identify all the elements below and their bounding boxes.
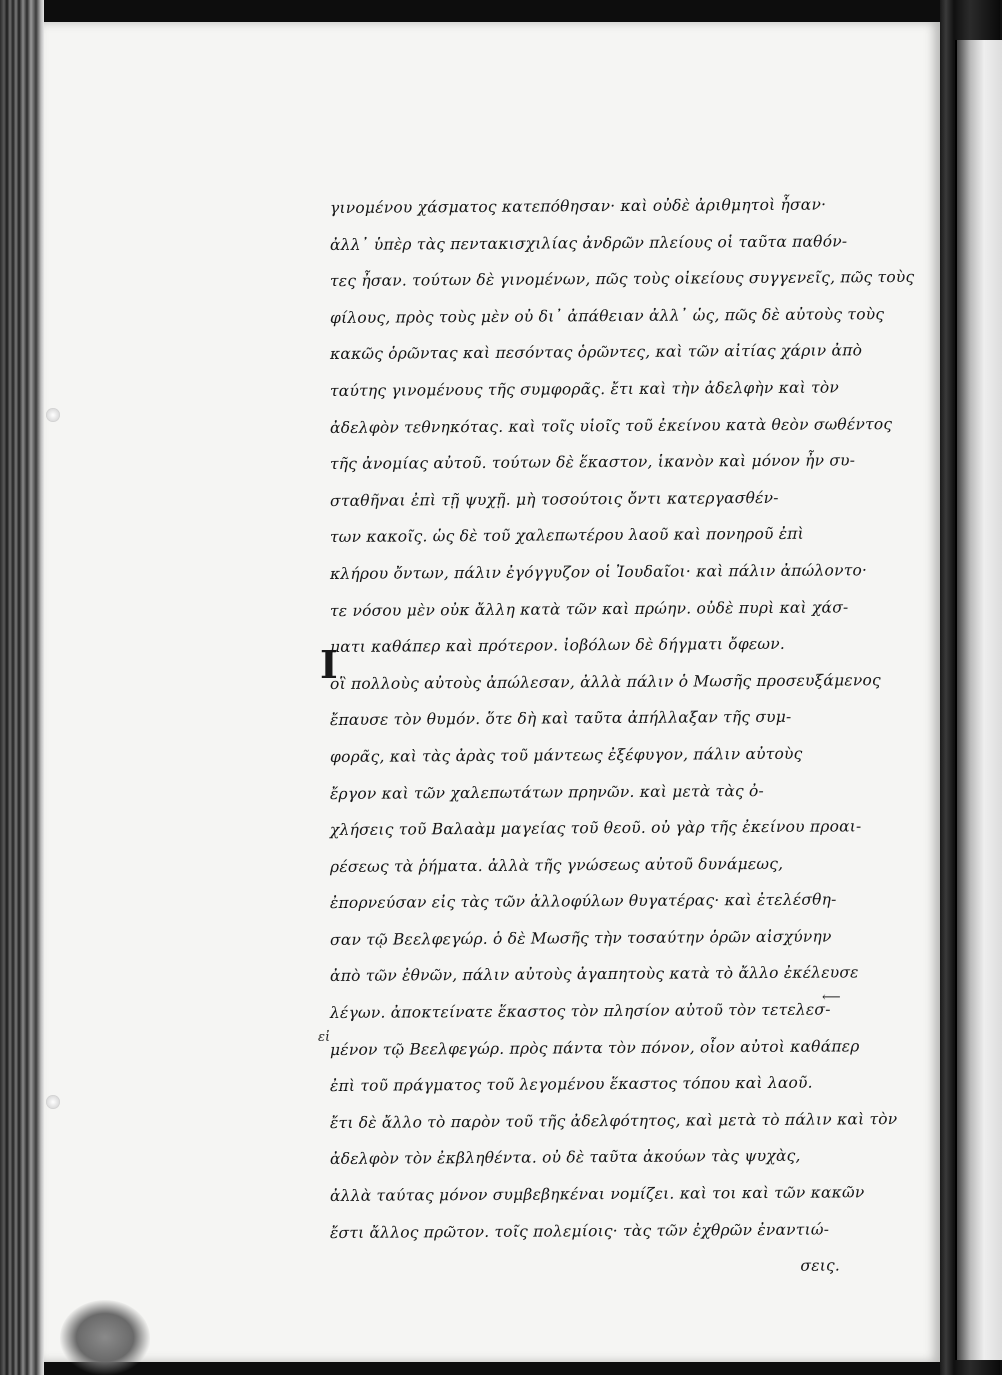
manuscript-line: λέγων. ἀποκτείνατε ἕκαστος τὸν πλησίον αὐτοῦ τὸν τετελεσ-: [329, 1000, 831, 1023]
next-leaf-edge: [955, 40, 1002, 1360]
margin-mark: ⟵: [822, 990, 841, 1005]
manuscript-line: ἀλλ᾽ ὑπὲρ τὰς πεντακισχιλίας ἀνδρῶν πλείους οἱ ταῦτα παθόν-: [329, 231, 848, 254]
manuscript-line: ἔτι δὲ ἄλλο τὸ παρὸν τοῦ τῆς ἀδελφότητος, καὶ μετὰ τὸ πάλιν καὶ τὸν: [329, 1109, 898, 1132]
manuscript-line: ἔστι ἄλλος πρῶτον. τοῖς πολεμίοις· τὰς τῶν ἐχθρῶν ἐναντιώ-: [329, 1220, 830, 1242]
manuscript-line: των κακοῖς. ὡς δὲ τοῦ χαλεπωτέρου λαοῦ καὶ πονηροῦ ἐπὶ: [329, 525, 804, 547]
corner-stain: [60, 1300, 150, 1375]
manuscript-line: τε νόσου μὲν οὐκ ἄλλη κατὰ τῶν καὶ πρώην. οὐδὲ πυρὶ καὶ χάσ-: [329, 597, 849, 620]
manuscript-line: χλήσεις τοῦ Βαλαὰμ μαγείας τοῦ θεοῦ. οὐ γὰρ τῆς ἐκείνου προαι-: [329, 817, 862, 840]
pinhole-top: [46, 408, 60, 422]
manuscript-line: κακῶς ὁρῶντας καὶ πεσόντας ὁρῶντες, καὶ τῶν αἰτίας χάριν ἀπὸ: [329, 341, 863, 364]
initial-letter: I: [320, 642, 338, 687]
manuscript-line: ἀδελφὸν τεθνηκότας. καὶ τοῖς υἱοῖς τοῦ ἐκείνου κατὰ θεὸν σωθέντος: [329, 414, 893, 437]
manuscript-line: γινομένου χάσματος κατεπόθησαν· καὶ οὐδὲ ἀριθμητοὶ ἦσαν·: [329, 195, 827, 217]
manuscript-line: ρέσεως τὰ ῥήματα. ἀλλὰ τῆς γνώσεως αὐτοῦ δυνάμεως,: [329, 854, 784, 876]
manuscript-line: σεις.: [800, 1256, 841, 1275]
manuscript-line: ἀδελφὸν τὸν ἐκβληθέντα. οὐ δὲ ταῦτα ἀκούων τὰς ψυχὰς,: [329, 1147, 801, 1169]
manuscript-line: φορᾶς, καὶ τὰς ἀρὰς τοῦ μάντεως ἐξέφυγον, πάλιν αὐτοὺς: [329, 744, 803, 766]
manuscript-line: σταθῆναι ἐπὶ τῇ ψυχῇ. μὴ τοσούτοις ὄντι κατεργασθέν-: [329, 488, 779, 510]
manuscript-line: ἀπὸ τῶν ἐθνῶν, πάλιν αὐτοὺς ἀγαπητοὺς κατὰ τὸ ἄλλο ἐκέλευσε: [329, 963, 859, 986]
manuscript-line: τῆς ἀνομίας αὐτοῦ. τούτων δὲ ἕκαστον, ἱκανὸν καὶ μόνον ἦν συ-: [329, 451, 856, 474]
margin-note-left: εἰ: [318, 1030, 331, 1045]
binding-edge: [0, 0, 44, 1375]
pinhole-bottom: [46, 1095, 60, 1109]
manuscript-line: ἐπορνεύσαν εἰς τὰς τῶν ἀλλοφύλων θυγατέρας· καὶ ἐτελέσθη-: [329, 890, 837, 913]
manuscript-line: ταύτης γινομένους τῆς συμφορᾶς. ἔτι καὶ τὴν ἀδελφὴν καὶ τὸν: [329, 378, 840, 400]
manuscript-line: ἀλλὰ ταύτας μόνον συμβεβηκέναι νομίζει. καὶ τοι καὶ τῶν κακῶν: [329, 1183, 865, 1206]
manuscript-line: μένον τῷ Βεελφεγώρ. πρὸς πάντα τὸν πόνον, οἷον αὐτοὶ καθάπερ: [329, 1036, 860, 1059]
manuscript-line: ἐπὶ τοῦ πράγματος τοῦ λεγομένου ἕκαστος τόπου καὶ λαοῦ.: [329, 1073, 813, 1096]
manuscript-line: ἔργον καὶ τῶν χαλεπωτάτων πρηνῶν. καὶ μετὰ τὰς ὀ-: [329, 781, 765, 803]
manuscript-line: οἳ πολλοὺς αὐτοὺς ἀπώλεσαν, ἀλλὰ πάλιν ὁ Μωσῆς προσευξάμενος: [329, 670, 881, 693]
manuscript-line: σαν τῷ Βεελφεγώρ. ὁ δὲ Μωσῆς τὴν τοσαύτην ὁρῶν αἰσχύνην: [329, 927, 832, 949]
manuscript-line: ματι καθάπερ καὶ πρότερον. ἰοβόλων δὲ δήγματι ὄφεων.: [329, 634, 786, 657]
manuscript-text: [329, 190, 915, 1288]
manuscript-line: κλήρου ὄντων, πάλιν ἐγόγγυζον οἱ Ἰουδαῖοι· καὶ πάλιν ἀπώλοντο·: [329, 561, 868, 583]
manuscript-line: τες ἦσαν. τούτων δὲ γινομένων, πῶς τοὺς οἰκείους συγγενεῖς, πῶς τοὺς: [329, 268, 915, 291]
manuscript-line: φίλους, πρὸς τοὺς μὲν οὐ δι᾽ ἀπάθειαν ἀλλ᾽ ὡς, πῶς δὲ αὐτοὺς τοὺς: [329, 304, 885, 327]
manuscript-line: ἔπαυσε τὸν θυμόν. ὅτε δὴ καὶ ταῦτα ἀπήλλαξαν τῆς συμ-: [329, 708, 792, 730]
